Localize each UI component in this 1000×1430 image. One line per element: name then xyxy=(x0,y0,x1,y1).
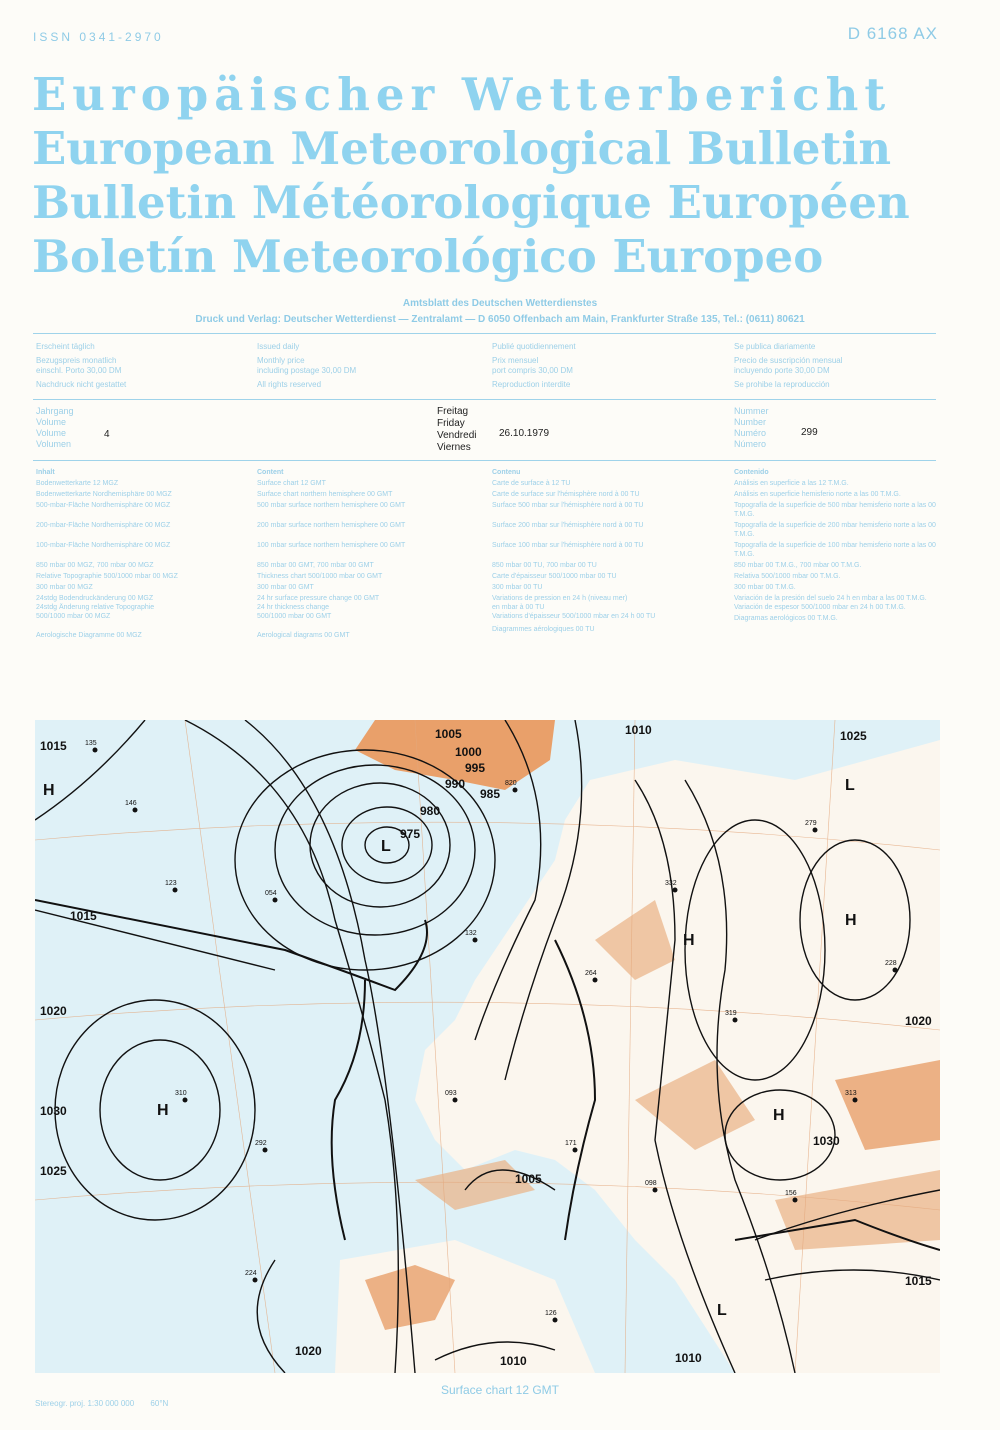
divider xyxy=(33,460,936,461)
title-french: Bulletin Météorologique Européen xyxy=(32,176,910,229)
volume-value: 4 xyxy=(104,429,110,440)
publisher-line: Druck und Verlag: Deutscher Wetterdienst — Zentralamt — D 6050 Offenbach am Main, Frankfurter Straße 135, Tel.: (0611) 80621 xyxy=(195,314,805,325)
issn-number: ISSN 0341-2970 xyxy=(33,30,164,44)
svg-text:1010: 1010 xyxy=(675,1351,702,1365)
svg-text:132: 132 xyxy=(465,930,477,937)
svg-text:1020: 1020 xyxy=(905,1014,932,1028)
svg-text:1025: 1025 xyxy=(40,1164,67,1178)
svg-text:980: 980 xyxy=(420,804,441,818)
svg-text:1010: 1010 xyxy=(500,1354,527,1368)
svg-text:L: L xyxy=(381,838,391,855)
divider xyxy=(33,333,936,334)
svg-text:123: 123 xyxy=(165,880,177,887)
number-labels: Nummer Number Numéro Número xyxy=(734,406,769,449)
svg-text:1005: 1005 xyxy=(435,727,462,741)
publication-code: D 6168 AX xyxy=(847,24,938,43)
svg-text:H: H xyxy=(845,912,857,929)
svg-text:1015: 1015 xyxy=(70,909,97,923)
contents-de: Inhalt Bodenwetterkarte 12 MGZ Bodenwetterkarte Nordhemisphäre 00 MGZ 500-mbar-Fläche Nordhemisphäre 00 MGZ 200-mbar-Fläche Nordhemisphäre 00 MGZ 100-mbar-Fläche Nordhemisphäre 00 MGZ 850 mbar 00 MGZ, 700 mbar 00 MGZ Relative Topographie 500/1000 mbar 00 MGZ 300 mbar 00 MGZ 24stdg Bodendruckänderung 00 MGZ 24stdg Änderung relative Topographie 500/1000 mbar 00 MGZ Aerologische Diagramme 00 MGZ xyxy=(36,469,178,639)
svg-text:098: 098 xyxy=(645,1180,657,1187)
svg-text:156: 156 xyxy=(785,1190,797,1197)
svg-text:975: 975 xyxy=(400,827,421,841)
svg-text:H: H xyxy=(157,1102,169,1119)
title-german: Europäischer Wetterbericht xyxy=(32,68,892,121)
info-column-es: Se publica diariamente Precio de suscripción mensual incluyendo porte 30,00 DM Se prohibe la reproducción xyxy=(734,342,843,389)
svg-text:264: 264 xyxy=(585,970,597,977)
svg-text:146: 146 xyxy=(125,800,137,807)
svg-text:985: 985 xyxy=(480,787,501,801)
map-caption: Surface chart 12 GMT xyxy=(440,1383,560,1397)
title-block xyxy=(32,68,942,284)
svg-text:1010: 1010 xyxy=(625,723,652,737)
svg-text:H: H xyxy=(43,782,55,799)
contents-en: Content Surface chart 12 GMT Surface chart northern hemisphere 00 GMT 500 mbar surface northern hemisphere 00 GMT 200 mbar surface northern hemisphere 00 GMT 100 mbar surface northern hemisphere 00 GMT 850 mbar 00 GMT, 700 mbar 00 GMT Thickness chart 500/1000 mbar 00 GMT 300 mbar 00 GMT 24 hr surface pressure change 00 GMT 24 hr thickness change 500/1000 mbar 00 GMT Aerological diagrams 00 GMT xyxy=(257,469,406,639)
surface-chart xyxy=(35,720,940,1373)
svg-text:093: 093 xyxy=(445,1090,457,1097)
svg-text:171: 171 xyxy=(565,1140,577,1147)
amtsblatt-line: Amtsblatt des Deutschen Wetterdienstes xyxy=(402,298,598,309)
svg-text:1020: 1020 xyxy=(40,1004,67,1018)
svg-text:279: 279 xyxy=(805,820,817,827)
svg-text:1000: 1000 xyxy=(455,745,482,759)
svg-text:1025: 1025 xyxy=(840,729,867,743)
svg-text:224: 224 xyxy=(245,1270,257,1277)
divider xyxy=(33,399,936,400)
svg-text:310: 310 xyxy=(175,1090,187,1097)
contents-fr: Contenu Carte de surface à 12 TU Carte de surface sur l'hémisphère nord à 00 TU Surface 500 mbar sur l'hémisphère nord à 00 TU Surface 200 mbar sur l'hémisphère nord à 00 TU Surface 100 mbar sur l'hémisphère nord à 00 TU 850 mbar 00 TU, 700 mbar 00 TU Carte d'épaisseur 500/1000 mbar 00 TU 300 mbar 00 TU Variations de pression en 24 h (niveau mer) en mbar à 00 TU Variations d'épaisseur 500/1000 mbar en 24 h 00 TU Diagrammes aérologiques 00 TU xyxy=(492,469,656,633)
svg-text:313: 313 xyxy=(845,1090,857,1097)
svg-text:319: 319 xyxy=(725,1010,737,1017)
svg-text:1015: 1015 xyxy=(905,1274,932,1288)
weekday-labels: Freitag Friday Vendredi Viernes xyxy=(437,406,477,453)
title-spanish: Boletín Meteorológico Europeo xyxy=(32,230,824,283)
issue-number: 299 xyxy=(801,427,818,438)
svg-text:L: L xyxy=(845,777,855,794)
info-column-en: Issued daily Monthly price including postage 30,00 DM All rights reserved xyxy=(257,342,357,389)
svg-text:054: 054 xyxy=(265,890,277,897)
svg-text:1020: 1020 xyxy=(295,1344,322,1358)
info-column-fr: Publié quotidiennement Prix mensuel port compris 30,00 DM Reproduction interdite xyxy=(492,342,576,389)
svg-text:H: H xyxy=(773,1107,785,1124)
svg-text:1030: 1030 xyxy=(813,1134,840,1148)
title-english: European Meteorological Bulletin xyxy=(32,122,892,175)
svg-text:1030: 1030 xyxy=(40,1104,67,1118)
contents-es: Contenido Análisis en superficie a las 12 T.M.G. Análisis en superficie hemisferio norte a las 00 T.M.G. Topografía de la superficie de 500 mbar hemisferio norte a las 00 T.M.G. Topografía de la superficie de 200 mbar hemisferio norte a las 00 T.M.G. Topografía de la superficie de 100 mbar hemisferio norte a las 00 T.M.G. 850 mbar 00 T.M.G., 700 mbar 00 T.M.G. Relativa 500/1000 mbar 00 T.M.G. 300 mbar 00 T.M.G. Variación de la presión del suelo 24 h en mbar a las 00 T.M.G. Variación de espesor 500/1000 mbar en 24 h 00 T.M.G. Diagramas aerológicos 00 T.M.G. xyxy=(734,469,936,622)
svg-text:1015: 1015 xyxy=(40,739,67,753)
svg-text:135: 135 xyxy=(85,740,97,747)
info-column-de: Erscheint täglich Bezugspreis monatlich einschl. Porto 30,00 DM Nachdruck nicht gestattet xyxy=(36,342,127,389)
svg-text:820: 820 xyxy=(505,780,517,787)
issue-date: 26.10.1979 xyxy=(499,428,550,439)
svg-text:292: 292 xyxy=(255,1140,267,1147)
svg-text:H: H xyxy=(683,932,695,949)
svg-text:228: 228 xyxy=(885,960,897,967)
svg-text:L: L xyxy=(717,1302,727,1319)
volume-labels: Jahrgang Volume Volume Volumen xyxy=(36,406,74,449)
svg-text:126: 126 xyxy=(545,1310,557,1317)
svg-text:990: 990 xyxy=(445,777,466,791)
svg-text:1005: 1005 xyxy=(515,1172,542,1186)
svg-text:995: 995 xyxy=(465,761,486,775)
map-scale: Stereogr. proj. 1:30 000 000 60°N xyxy=(35,1399,169,1408)
svg-text:332: 332 xyxy=(665,880,677,887)
weather-map xyxy=(35,720,940,1373)
